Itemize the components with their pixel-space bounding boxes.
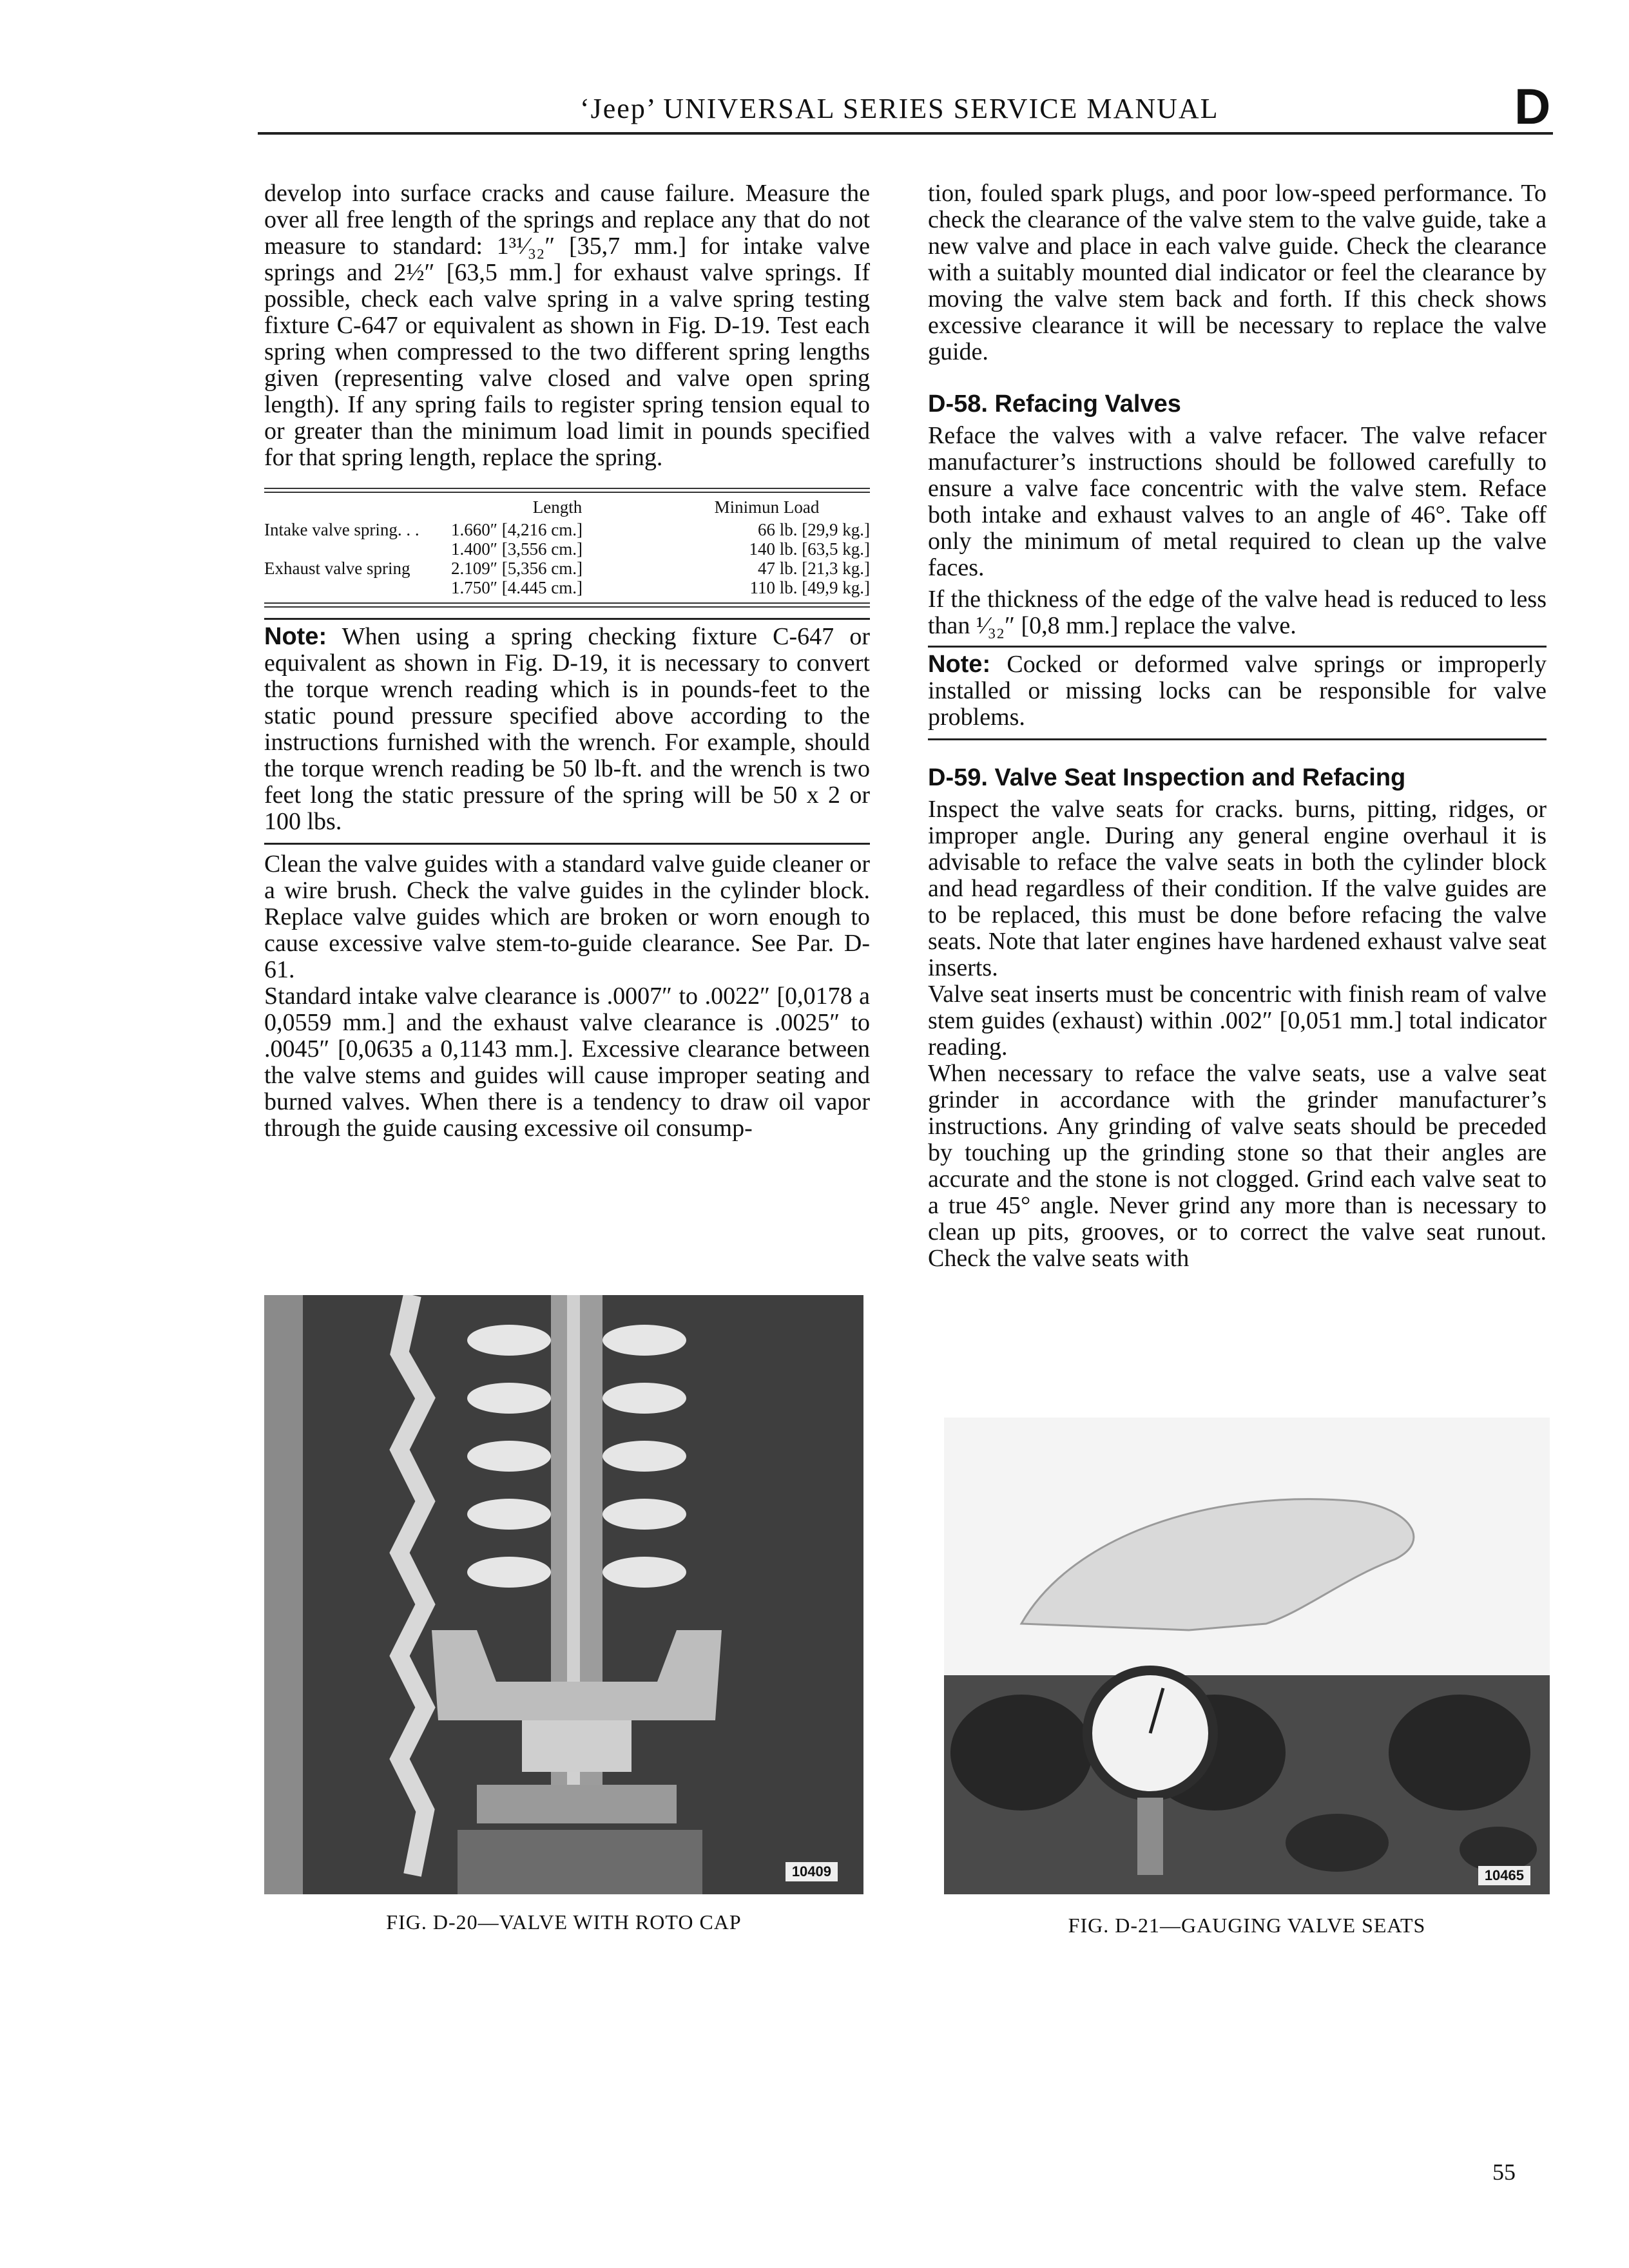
page-number: 55 (1492, 2159, 1516, 2185)
note-label: Note: (928, 651, 991, 678)
section-letter: D (1514, 78, 1551, 135)
table-cell: Exhaust valve spring (264, 559, 410, 578)
right-column (928, 180, 1547, 1272)
spring-spec-table (264, 493, 870, 597)
table-row (264, 578, 870, 597)
d59-paragraph-2: Valve seat inserts must be concentric with finish ream of valve stem guides (exhaust) within .002″ [0,051 mm.] total indicator reading. (928, 981, 1547, 1061)
figure-caption-d21: FIG. D-21—GAUGING VALVE SEATS (1068, 1914, 1426, 1937)
figure-caption-d20: FIG. D-20—VALVE WITH ROTO CAP (386, 1910, 742, 1934)
table-bottom-rule (264, 602, 870, 604)
photo-id: 10409 (786, 1862, 838, 1881)
note-label: Note: (264, 623, 327, 650)
valve-guides-paragraph: Clean the valve guides with a standard valve guide cleaner or a wire brush. Check the valve guides in the cylinder block. Replace valve guides which are broken or worn enough to cause excessive valve stem-to-guide clearance. See Par. D-61. (264, 850, 870, 983)
page-header (258, 87, 1553, 135)
table-header-cell: Length (532, 497, 583, 517)
table-cell: 140 lb. [63,5 kg.] (749, 539, 870, 559)
d58-paragraph-1: Reface the valves with a valve refacer. The valve refacer manufacturer’s instructions should be followed carefully to ensure a valve face concentric with the valve stem. Reface both intake and exhaust valves to an angle of 46°. Take off only the minimum of metal required to clean up the valve faces. (928, 422, 1547, 581)
table-cell: 47 lb. [21,3 kg.] (758, 559, 870, 578)
table-cell: 110 lb. [49,9 kg.] (749, 578, 870, 597)
table-cell: 1.400″ [3,556 cm.] (451, 539, 583, 559)
note-top-rule (264, 618, 870, 620)
intro-paragraph: develop into surface cracks and cause failure. Measure the over all free length of the springs and replace any that do not measure to standard: 1³¹⁄₃₂″ [35,7 mm.] for intake valve springs and 2½″ [63,5 mm.] for exhaust valve springs. If possible, check each valve spring in a valve spring testing fixture C-647 or equivalent as shown in Fig. D-19. Test each spring when compressed to the two different spring lengths given (representing valve closed and valve open spring length). If any spring fails to register spring tension equal to or greater than the minimum load limit in pounds specified for that spring length, replace the spring. (264, 180, 870, 471)
table-cell: 2.109″ [5,356 cm.] (451, 559, 583, 578)
dial-indicator-illustration (944, 1418, 1550, 1894)
continuation-paragraph: tion, fouled spark plugs, and poor low-speed performance. To check the clearance of the valve stem to the valve guide, take a new valve and place in each valve guide. Check the clearance with a suitably mounted dial indicator or feel the clearance by moving the valve stem back and forth. If this check shows excessive clearance it will be necessary to replace the valve guide. (928, 180, 1547, 365)
table-cell: 1.660″ [4,216 cm.] (451, 520, 583, 539)
photo-id: 10465 (1478, 1866, 1530, 1885)
d59-paragraph-1: Inspect the valve seats for cracks. burns, pitting, ridges, or improper angle. During any general engine overhaul it is advisable to reface the valve seats in both the cylinder block and head regardless of their condition. If the valve guides are to be replaced, this must be done before refacing the valve seats. Note that later engines have hardened exhaust valve seat inserts. (928, 796, 1547, 981)
table-row (264, 520, 870, 539)
left-column (264, 180, 870, 1142)
roto-cap-photo (264, 1295, 863, 1894)
table-row (264, 539, 870, 559)
table-header-cell: Minimun Load (714, 497, 820, 517)
roto-cap-illustration (264, 1295, 863, 1894)
table-cell (264, 578, 451, 597)
table-header-row (264, 493, 870, 520)
gauging-valve-seats-photo (944, 1418, 1550, 1894)
table-cell: 1.750″ [4.445 cm.] (451, 578, 583, 597)
spring-fixture-note (264, 624, 870, 835)
table-top-rule (264, 488, 870, 489)
note-text: Cocked or deformed valve springs or improperly installed or missing locks can be responsible for valve problems. (928, 651, 1547, 731)
valve-problems-note (928, 651, 1547, 731)
heading-d58: D-58. Refacing Valves (928, 390, 1181, 418)
table-cell (264, 539, 451, 559)
table-row (264, 559, 870, 578)
d59-paragraph-3: When necessary to reface the valve seats, use a valve seat grinder in accordance with the grinder manufacturer’s instructions. Any grinding of valve seats should be preceded by touching up the grinding stone so that their angles are accurate and the stone is not clogged. Grind each valve seat to a true 45° angle. Never grind any more than is necessary to clean up pits, grooves, or to correct the valve seat runout. Check the valve seats with (928, 1060, 1547, 1272)
table-cell: 66 lb. [29,9 kg.] (758, 520, 870, 539)
table-header-cell (264, 493, 451, 520)
note-text: When using a spring checking fixture C-647 or equivalent as shown in Fig. D-19, it is necessary to convert the torque wrench reading which is in pounds-feet to the static pound pressure specified above according to the instructions furnished with the wrench. For example, should the torque wrench reading be 50 lb-ft. and the wrench is two feet long the static pressure of the spring will be 50 x 2 or 100 lbs. (264, 623, 870, 835)
d58-paragraph-2: If the thickness of the edge of the valve head is reduced to less than ¹⁄₃₂″ [0,8 mm.] replace the valve. (928, 586, 1547, 639)
manual-title: ‘Jeep’ UNIVERSAL SERIES SERVICE MANUAL (580, 93, 1219, 124)
table-cell: Intake valve spring. . . (264, 520, 419, 539)
note-top-rule (928, 646, 1547, 648)
note-bottom-rule (928, 738, 1547, 740)
note-bottom-rule (264, 843, 870, 845)
heading-d59: D-59. Valve Seat Inspection and Refacing (928, 764, 1406, 791)
valve-clearance-paragraph: Standard intake valve clearance is .0007″ to .0022″ [0,0178 a 0,0559 mm.] and the exhaust valve clearance is .0025″ to .0045″ [0,0635 a 0,1143 mm.]. Excessive clearance between the valve stems and guides will cause improper seating and burned valves. When there is a tendency to draw oil vapor through the guide causing excessive oil consump- (264, 983, 870, 1142)
